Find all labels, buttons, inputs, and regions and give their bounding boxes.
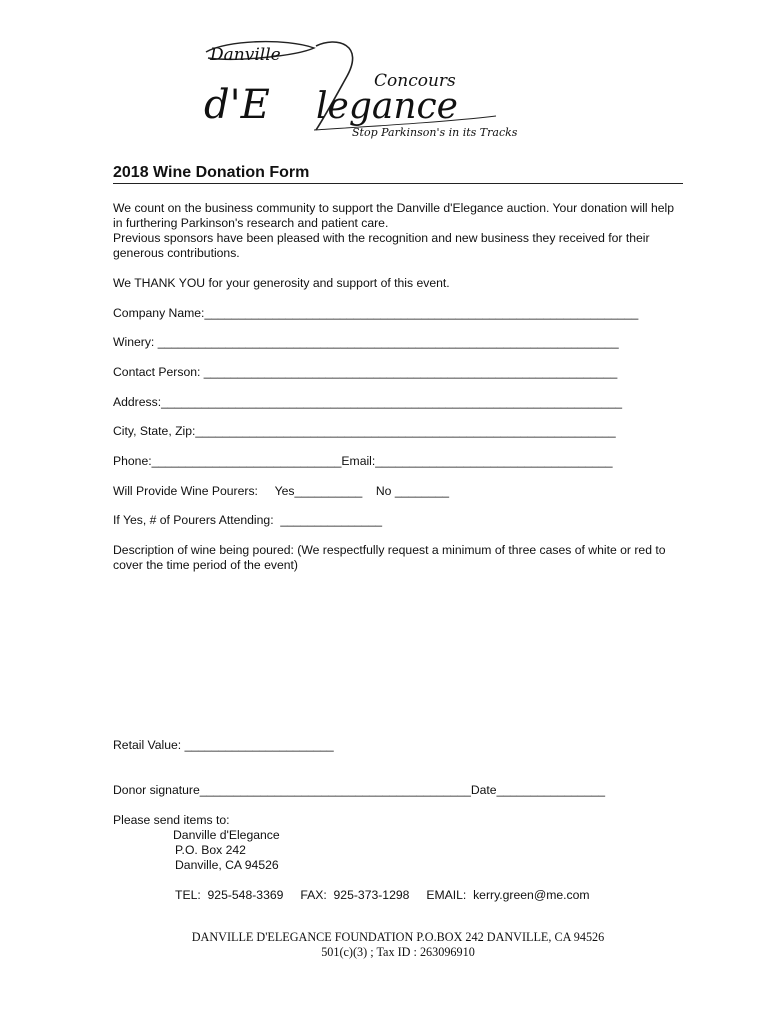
company-name-field[interactable]: Company Name:________________________________________________________________ [113, 306, 639, 320]
wine-description-prompt: Description of wine being poured: (We respectfully request a minimum of three cases of white or red to cover the time period of the event) [113, 543, 666, 572]
wine-pourers-field[interactable]: Will Provide Wine Pourers: Yes__________ No ________ [113, 484, 450, 498]
form-title: 2018 Wine Donation Form [113, 164, 683, 184]
logo-top-word: Danville [210, 45, 281, 65]
send-po-box: P.O. Box 242 [175, 843, 246, 857]
footer-address: DANVILLE D'ELEGANCE FOUNDATION P.O.BOX 242 DANVILLE, CA 94526 [191, 930, 605, 944]
send-city: Danville, CA 94526 [175, 858, 279, 872]
footer-tax-id: 501(c)(3) ; Tax ID : 263096910 [321, 945, 475, 959]
logo-tagline: Stop Parkinson's in its Tracks [352, 126, 518, 139]
logo-big-letter: d'E [204, 82, 270, 128]
event-logo [196, 38, 526, 146]
intro-sponsors: Previous sponsors have been pleased with the recognition and new business they received for their generous contributions. [113, 231, 650, 260]
winery-field[interactable]: Winery: ____________________________________________________________________ [113, 335, 619, 349]
phone-email-field[interactable]: Phone:____________________________Email:___________________________________ [113, 454, 613, 468]
logo-artwork [196, 38, 526, 146]
send-items-label: Please send items to: [113, 813, 230, 827]
send-name: Danville d'Elegance [173, 828, 280, 842]
logo-concours: Concours [374, 71, 456, 91]
retail-value-field[interactable]: Retail Value: ______________________ [113, 738, 334, 752]
donor-signature-field[interactable]: Donor signature________________________________________Date________________ [113, 783, 606, 797]
pourers-count-field[interactable]: If Yes, # of Pourers Attending: _______________ [113, 513, 383, 527]
city-state-zip-field[interactable]: City, State, Zip:______________________________________________________________ [113, 424, 616, 438]
logo-main-word: legance [316, 86, 458, 127]
thanks-line: We THANK YOU for your generosity and support of this event. [113, 276, 450, 290]
intro-paragraph: We count on the business community to support the Danville d'Elegance auction. Your donation will help in furthering Parkinson's research and patient care. [113, 201, 675, 230]
contact-info-line: TEL: 925-548-3369 FAX: 925-373-1298 EMAIL: kerry.green@me.com [175, 888, 590, 902]
contact-person-field[interactable]: Contact Person: _____________________________________________________________ [113, 365, 618, 379]
address-field[interactable]: Address:____________________________________________________________________ [113, 395, 623, 409]
